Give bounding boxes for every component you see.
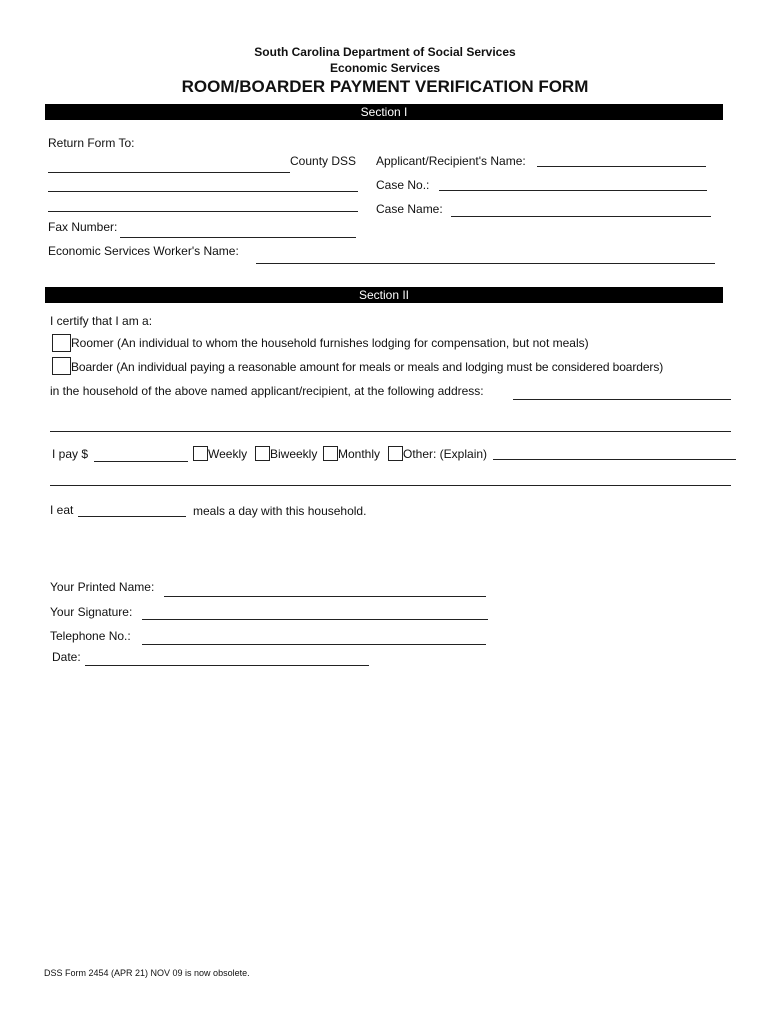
boarder-checkbox[interactable] bbox=[52, 357, 71, 375]
date-label: Date: bbox=[52, 650, 81, 664]
roomer-label: Roomer (An individual to whom the household furnishes lodging for compensation, but not meals) bbox=[71, 336, 589, 350]
address-field-2[interactable] bbox=[50, 431, 731, 432]
section-1-header: Section I bbox=[45, 104, 723, 120]
date-field[interactable] bbox=[85, 665, 369, 666]
i-eat-label: I eat bbox=[50, 503, 74, 517]
printed-name-label: Your Printed Name: bbox=[50, 580, 155, 594]
case-no-label: Case No.: bbox=[376, 178, 430, 192]
monthly-checkbox[interactable] bbox=[323, 446, 338, 461]
signature-label: Your Signature: bbox=[50, 605, 133, 619]
other-explain-field[interactable] bbox=[493, 459, 736, 460]
other-explain-field-2[interactable] bbox=[50, 485, 731, 486]
return-address-line-2[interactable] bbox=[48, 211, 358, 212]
form-footer: DSS Form 2454 (APR 21) NOV 09 is now obsolete. bbox=[44, 968, 250, 978]
printed-name-field[interactable] bbox=[164, 596, 486, 597]
return-form-to-label: Return Form To: bbox=[48, 136, 135, 150]
worker-name-label: Economic Services Worker's Name: bbox=[48, 244, 239, 258]
agency-name: South Carolina Department of Social Services bbox=[254, 45, 516, 59]
meals-count-field[interactable] bbox=[78, 516, 186, 517]
address-field-1[interactable] bbox=[513, 399, 731, 400]
telephone-field[interactable] bbox=[142, 644, 486, 645]
other-label: Other: (Explain) bbox=[403, 447, 488, 461]
monthly-label: Monthly bbox=[338, 447, 381, 461]
signature-field[interactable] bbox=[142, 619, 488, 620]
division-name: Economic Services bbox=[329, 61, 441, 75]
weekly-checkbox[interactable] bbox=[193, 446, 208, 461]
boarder-label: Boarder (An individual paying a reasonable amount for meals or meals and lodging must be considered boarders) bbox=[71, 360, 664, 374]
certify-label: I certify that I am a: bbox=[50, 314, 153, 328]
biweekly-label: Biweekly bbox=[270, 447, 318, 461]
worker-name-field[interactable] bbox=[256, 263, 715, 264]
fax-number-field[interactable] bbox=[120, 237, 356, 238]
i-pay-label: I pay $ bbox=[52, 447, 89, 461]
form-title: ROOM/BOARDER PAYMENT VERIFICATION FORM bbox=[181, 77, 589, 96]
case-name-field[interactable] bbox=[451, 216, 711, 217]
section-2-header: Section II bbox=[45, 287, 723, 303]
fax-number-label: Fax Number: bbox=[48, 220, 118, 234]
return-address-line-1[interactable] bbox=[48, 191, 358, 192]
county-dss-label: County DSS bbox=[290, 154, 357, 168]
other-checkbox[interactable] bbox=[388, 446, 403, 461]
county-dss-line[interactable] bbox=[48, 172, 290, 173]
weekly-label: Weekly bbox=[208, 447, 248, 461]
address-label: in the household of the above named applicant/recipient, at the following address: bbox=[50, 384, 484, 398]
biweekly-checkbox[interactable] bbox=[255, 446, 270, 461]
applicant-name-field[interactable] bbox=[537, 166, 706, 167]
case-no-field[interactable] bbox=[439, 190, 707, 191]
meals-label: meals a day with this household. bbox=[193, 504, 367, 518]
pay-amount-field[interactable] bbox=[94, 461, 188, 462]
case-name-label: Case Name: bbox=[376, 202, 443, 216]
telephone-label: Telephone No.: bbox=[50, 629, 131, 643]
applicant-name-label: Applicant/Recipient's Name: bbox=[376, 154, 526, 168]
roomer-checkbox[interactable] bbox=[52, 334, 71, 352]
